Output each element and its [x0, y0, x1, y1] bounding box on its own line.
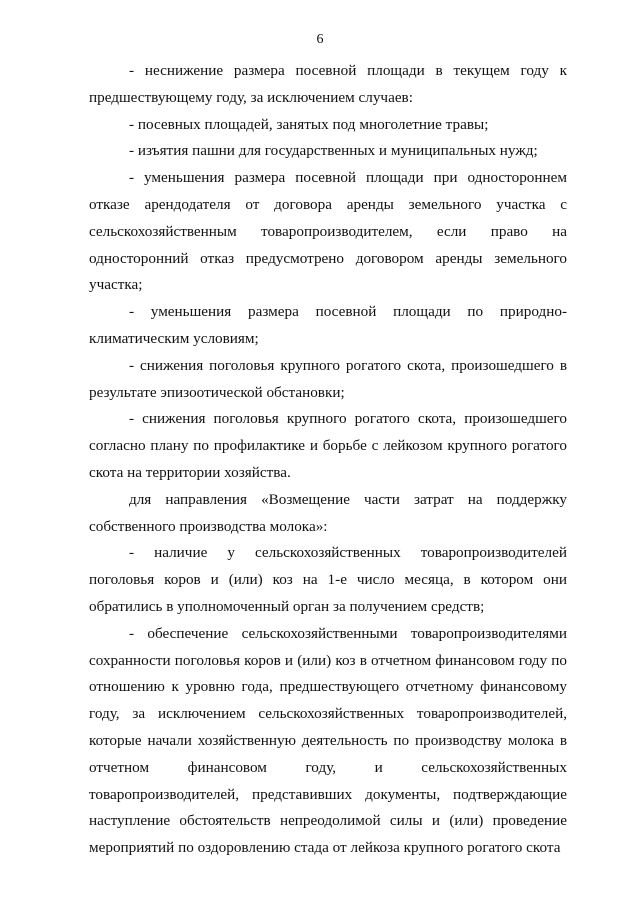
paragraph-6: - снижения поголовья крупного рогатого скота, произошедшего в результате эпизоотической обстановки; [89, 356, 567, 401]
paragraph-1: - неснижение размера посевной площади в текущем году к предшествующему году, за исключением случаев: [89, 62, 567, 106]
paragraph-5: - уменьшения размера посевной площади по природно-климатическим условиям; [89, 303, 567, 347]
paragraph-4: - уменьшения размера посевной площади при одностороннем отказе арендодателя от договора аренды земельного участка с сельскохозяйственным товаропроизводителем, если право на односторонний отказ предусмотрено договором аренды земельного участка; [89, 169, 567, 294]
paragraph-7: - снижения поголовья крупного рогатого скота, произошедшего согласно плану по профилактике и борьбе с лейкозом крупного рогатого скота на территории хозяйства. [89, 410, 567, 481]
paragraph-8: для направления «Возмещение части затрат на поддержку собственного производства молока»: [89, 490, 567, 535]
page-number: 6 [316, 32, 324, 47]
paragraph-2: - посевных площадей, занятых под многолетние травы; [129, 115, 489, 133]
paragraph-3: - изъятия пашни для государственных и муниципальных нужд; [129, 142, 538, 160]
document-body [89, 58, 567, 862]
paragraph-9: - наличие у сельскохозяйственных товаропроизводителей поголовья коров и (или) коз на 1-е число месяца, в котором они обратились в уполномоченный орган за получением средств; [89, 544, 567, 615]
paragraph-10: - обеспечение сельскохозяйственными товаропроизводителями сохранности поголовья коров и (или) коз в отчетном финансовом году по отношению к уровню года, предшествующего отчетному финансовому году, за исключением сельскохозяйственных товаропроизводителей, которые начали хозяйственную деятельность по производству молока в отчетном финансовом году, и сельскохозяйственных товаропроизводителей, представивших документы, подтверждающие наступление обстоятельств непреодолимой силы и (или) проведение мероприятий по оздоровлению стада от лейкоза крупного рогатого скота [89, 624, 567, 857]
